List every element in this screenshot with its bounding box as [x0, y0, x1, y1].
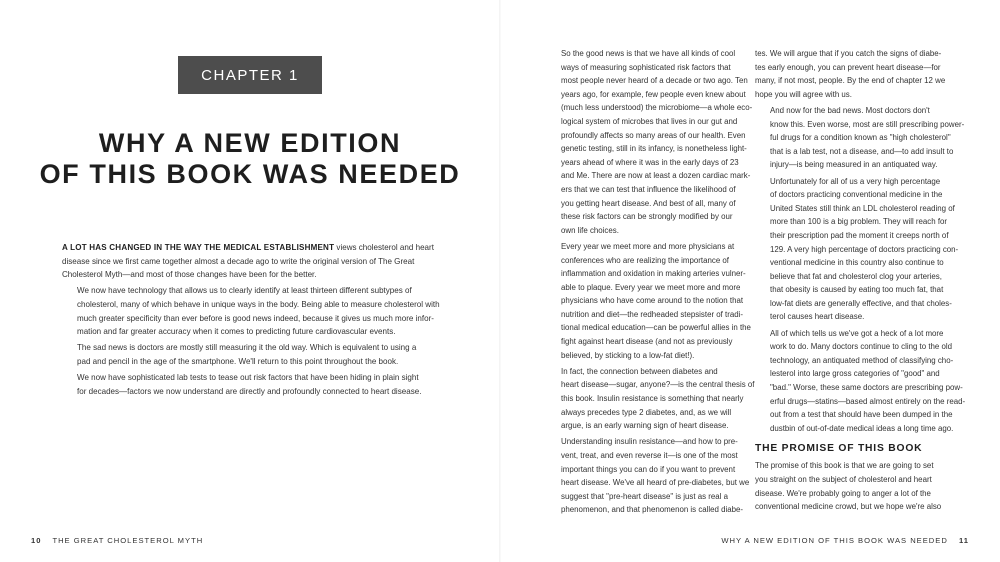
- text-line: Unfortunately for all of us a very high percentage: [770, 176, 941, 186]
- right-footer: [721, 536, 969, 545]
- running-head-left: THE GREAT CHOLESTEROL MYTH: [52, 536, 204, 545]
- text-line: logical system of microbes that lives in our gut and: [561, 116, 738, 126]
- text-line: ful drugs for a condition known as "high cholesterol": [770, 133, 951, 143]
- text-line: conventional medicine crowd, but we hope we're also: [755, 502, 942, 512]
- text-line-rest: views cholesterol and heart: [334, 243, 434, 252]
- column-b-after: [755, 459, 952, 513]
- text-line: tes. We will argue that if you catch the signs of diabe-: [755, 49, 942, 58]
- text-line: that is a lab test, not a disease, and—to add insult to: [770, 146, 954, 156]
- text-line: vent, treat, and even reverse it—is one of the most: [561, 451, 738, 460]
- running-head-right: WHY A NEW EDITION OF THIS BOOK WAS NEEDED: [721, 536, 948, 545]
- text-line: believed, by sticking to a low-fat diet!).: [561, 350, 695, 360]
- text-line: for decades—factors we now understand are directly and profoundly connected to heart disease.: [77, 386, 422, 396]
- text-line: know this. Even worse, most are still prescribing power-: [770, 119, 965, 129]
- text-line: United States still think an LDL cholesterol reading of: [770, 203, 955, 213]
- paragraph: [755, 47, 952, 101]
- text-line: heart disease—sugar, anyone?—is the central thesis of: [561, 380, 755, 390]
- text-line: most people never heard of a decade or two ago. Ten: [561, 76, 748, 86]
- text-line: lesterol into large gross categories of "good" and: [770, 369, 940, 379]
- text-line: And now for the bad news. Most doctors don't: [770, 105, 930, 115]
- text-line: important things you can do if you want to prevent: [561, 464, 736, 474]
- chapter-title-line: OF THIS BOOK WAS NEEDED: [39, 159, 461, 189]
- paragraph: [62, 371, 438, 398]
- text-line: argue, is an early warning sign of heart disease.: [561, 421, 729, 431]
- text-line: ways of measuring sophisticated risk factors that: [561, 62, 731, 72]
- text-line: you straight on the subject of cholesterol and heart: [755, 475, 932, 484]
- text-line: disease. We're probably going to anger a lot of the: [755, 488, 931, 498]
- text-line: suggest that "pre-heart disease" is just as real a: [561, 491, 729, 501]
- text-line: work to do. Many doctors continue to cling to the old: [770, 342, 953, 352]
- text-line: The promise of this book is that we are going to set: [755, 461, 934, 471]
- chapter-title: [30, 128, 470, 190]
- text-line: this book. Insulin resistance is something that nearly: [561, 394, 744, 404]
- text-line: disease since we first came together almost a decade ago to write the original version of The Great: [62, 256, 415, 266]
- text-line: more than 100 is a big problem. They will reach for: [770, 217, 948, 227]
- paragraph: [755, 104, 965, 172]
- page-number-left: 10: [31, 536, 42, 545]
- text-line: of doctors practicing conventional medicine in the: [770, 190, 943, 200]
- text-line: phenomenon, and that phenomenon is called diabe-: [561, 505, 744, 515]
- text-line: always precedes type 2 diabetes, and, as we will: [561, 407, 732, 417]
- text-line: dustbin of out-of-date medical ideas a long time ago.: [770, 423, 954, 433]
- left-footer: [31, 536, 203, 545]
- paragraph: [546, 365, 755, 433]
- text-line: much greater specificity than ever before is good news indeed, because it gives us much more infor-: [77, 313, 434, 323]
- text-line: and Me. There are now at least a dozen cardiac mark-: [561, 171, 751, 181]
- text-line: years ahead of where it was in the early days of 23: [561, 157, 739, 167]
- text-line: erful drugs—statins—based almost entirely on the read-: [770, 396, 966, 406]
- right-column-a: [546, 47, 755, 520]
- text-line: ventional medicine in this country also continue to: [770, 258, 944, 268]
- text-line: cholesterol, many of which behave in unique ways in the body. Being able to measure cholesterol with: [77, 299, 440, 309]
- text-line: (much less understood) the microbiome—a whole eco-: [561, 103, 753, 113]
- text-line: tional medical education—can be powerful allies in the: [561, 323, 751, 333]
- text-line: conferences who are realizing the importance of: [561, 255, 729, 265]
- text-line: "bad." Worse, these same doctors are prescribing pow-: [770, 383, 963, 393]
- run-in-heading: A LOT HAS CHANGED IN THE WAY THE MEDICAL ESTABLISHMENT: [62, 243, 335, 252]
- column-b-before: [755, 47, 966, 435]
- paragraph: [546, 240, 751, 362]
- paragraph: [62, 241, 438, 282]
- text-line: [62, 241, 438, 255]
- text-line: years ago, for example, few people even knew about: [561, 89, 746, 99]
- text-line: mation and far greater accuracy when it comes to predicting future cardiovascular events.: [77, 327, 396, 337]
- paragraph: [755, 459, 952, 513]
- text-line: terol causes heart disease.: [770, 312, 865, 322]
- text-line: We now have technology that allows us to clearly identify at least thirteen different subtypes of: [77, 286, 412, 296]
- paragraph: [62, 284, 438, 338]
- text-line: nutrition and diet—the redheaded stepsister of tradi-: [561, 309, 744, 319]
- text-line: low-fat diets are generally effective, and that choles-: [770, 298, 952, 308]
- text-line: So the good news is that we have all kinds of cool: [561, 49, 736, 58]
- text-line: genetic testing, still in its infancy, is nonetheless light-: [561, 144, 747, 154]
- page-gutter: [499, 0, 501, 562]
- text-line: believe that fat and cholesterol clog your arteries,: [770, 271, 942, 281]
- text-line: physicians who have come around to the notion that: [561, 296, 744, 306]
- text-line: Every year we meet more and more physicians at: [561, 241, 735, 251]
- text-line: 129. A very high percentage of doctors practicing con-: [770, 244, 959, 254]
- section-heading: THE PROMISE OF THIS BOOK: [755, 443, 923, 455]
- text-line: that obesity is caused by eating too much fat, that: [770, 285, 944, 295]
- text-line: injury—is being measured in an antiquated way.: [770, 160, 938, 170]
- text-line: Cholesterol Myth—and most of those changes have been for the better.: [62, 270, 317, 280]
- text-line: able to plaque. Every year we meet more and more: [561, 282, 741, 292]
- text-line: ers that we can test that influence the likelihood of: [561, 184, 736, 194]
- text-line: tes early enough, you can prevent heart disease—for: [755, 62, 941, 72]
- text-line: hope you will agree with us.: [755, 89, 852, 99]
- text-line: inflammation and oxidation in making arteries vulner-: [561, 269, 746, 279]
- paragraph: [755, 327, 966, 436]
- chapter-title-line: WHY A NEW EDITION: [98, 128, 402, 158]
- text-line: own life choices.: [561, 225, 619, 235]
- text-line: these risk factors can be strongly modified by our: [561, 212, 733, 222]
- text-line: The sad news is doctors are mostly still measuring it the old way. Which is equivalent to using a: [77, 343, 417, 353]
- text-line: We now have sophisticated lab tests to tease out risk factors that have been hiding in plain sight: [77, 373, 419, 383]
- text-line: fight against heart disease (and not as previously: [561, 337, 733, 347]
- text-line: In fact, the connection between diabetes and: [561, 366, 718, 376]
- text-line: pad and pencil in the age of the smartphone. We'll return to this point throughout the book.: [77, 356, 399, 366]
- text-line: you getting heart disease. And best of all, many of: [561, 198, 736, 208]
- paragraph: [546, 435, 750, 517]
- text-line: out from a test that should have been dumped in the: [770, 410, 953, 420]
- text-line: profoundly affects so many areas of our health. Even: [561, 130, 746, 140]
- right-column-b: [755, 47, 966, 516]
- paragraph: [546, 47, 753, 237]
- page-number-right: 11: [958, 536, 969, 545]
- text-line: All of which tells us we've got a heck of a lot more: [770, 328, 944, 338]
- paragraph: [755, 175, 959, 325]
- paragraph: [62, 341, 438, 368]
- text-line: technology, an antiquated method of classifying cho-: [770, 355, 954, 365]
- chapter-label: CHAPTER 1: [178, 56, 322, 94]
- text-line: heart disease. We've all heard of pre-diabetes, but we: [561, 478, 750, 488]
- text-line: their prescription pad the moment it creeps north of: [770, 230, 949, 240]
- text-line: Understanding insulin resistance—and how to pre-: [561, 437, 738, 447]
- text-line: many, if not most, people. By the end of chapter 12 we: [755, 76, 946, 86]
- left-body-text: [62, 241, 438, 401]
